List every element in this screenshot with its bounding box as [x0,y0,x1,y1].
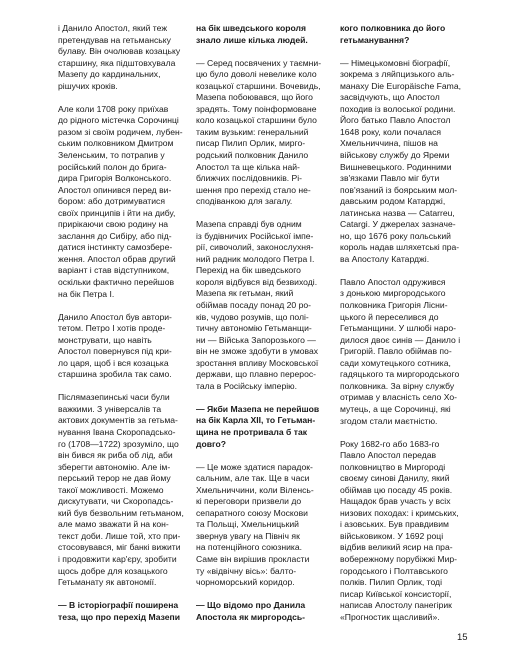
paragraph: — Серед посвячених у таємни- цю було доволі невелике коло козацької старшини. Вочевидь, Мазепа побоювався, що його зрадять. Тому поінформоване коло козацької старшини було таким вузьким: генеральний писар Пилип Орлик, мирго- родський полковник Данило Апостол та ще кілька най- ближчих послідовників. Рі- шення про перехід стало не- сподіванкою для загалу. [196,57,322,207]
interview-question: — Що відомо про Данила Апостола як миргородсь- [196,600,306,622]
interview-question: кого полковника до його гетьманування? [340,23,446,45]
interview-question: — Якби Мазепа не перейшов на бік Карла XII, то Гетьман- щина не протривала б так довго? [196,403,320,449]
interview-question: — В історіографії поширена теза, що про перехід Мазепи [58,600,181,622]
paragraph: Данило Апостол був автори- тетом. Петро І хотів проде- монструвати, що навіть Апостол повернувся під кри- ло царя, щоб і вся козацька старшина зробила так само. [58,311,172,380]
paragraph: — Німецькомовні біографії, зокрема з ляйпцизького аль- манаху Die Europäische Fama, засвідчують, що Апостол походив із волоської родини. Його батько Павло Апостол 1648 року, коли почалася Хмельниччина, пішов на військову службу до Яреми Вишневецького. Родинними зв'язками Павло міг бути пов'язаний із боярським мол- давським родом Катарджі, латинська назва — Catarreu, Catargi. У джерелах зазначе- но, що 1676 року польський король надав шляхетські пра- ва Апостолу Катарджі. [340,57,461,264]
page-number: 15 [457,632,468,643]
paragraph: і Данило Апостол, який теж претендував на гетьманську булаву. Він очолював козацьку старшину, яка підштовхувала Мазепу до кардинальних, рішучих кроків. [58,23,181,91]
paragraph: — Це може здатися парадок- сальним, але так. Ще в часи Хмельниччини, коли Віленсь- кі переговори призвели до сепаратного союзу Москови та Польщі, Хмельницький звернув увагу на Північ як на потенційного союзника. Саме він вирішив прокласти ту «відвічну вісь»: балто- чорноморський коридор. [196,461,314,588]
text-column-right [340,23,476,623]
paragraph: Мазепа справді був одним із будівничих Російської імпе- рії, сивочолий, законослухня- ний радник молодого Петра І. Перехід на бік шведського короля відбувся від безвиході. Мазепа як гетьман, який обіймав посаду понад 20 ро- ків, чудово розумів, що полі- тичну автономію Гетьманщи- ни — Війська Запорозького — він не зможе здобути в умовах зростання впливу Московської держави, що плавно перерос- тала в Російську імперію. [196,219,319,391]
paragraph: Року 1682-го або 1683-го Павло Апостол передав полковництво в Миргороді своєму синові Данилу, який обіймав цю посаду 45 років. Нащадок брав участь у всіх низових походах: і кримських, і азовських. Був правдивим військовиком. У 1692 році відбив великий ясир на пра- вобережному порубіжжі Мир- городського і Полтавського полків. Пилип Орлик, тоді писар Київської консисторії, написав Апостолу панегірик «Прогностик щасливий». [340,438,459,622]
paragraph: Павло Апостол одружився з донькою миргородського полковника Григорія Лісни- цького й переселився до Гетьманщини. У шлюбі наро- дилося двоє синів — Данило і Григорій. Павло обіймав по- сади хомутецького сотника, гадяцького та миргородського полковника. За вірну службу отримав у власність село Хо- мутець, а ще Сорочинці, які згодом стали маєтністю. [340,276,461,426]
paragraph: Післямазепинські часи були важкими. З універсалів та актових документів за гетьма- нування Івана Скоропадсько- го (1708—1722) зрозуміло, що він бився як риба об лід, аби зберегти автономію. Але ім- перський терор не дав йому такої можливості. Можемо дискутувати, чи Скоропадсь- кий був безвольним гетьманом, але мамо зважати й на кон- текст доби. Лише той, хто при- стосовувався, міг банкі вижити і продовжити кар'єру, зробити щось добре для козацького Гетьманату як автономії. [58,392,184,588]
paragraph: Але коли 1708 року приїхав до рідного містечка Сорочинці разом зі своїм родичем, лубен- ським полковником Дмитром Зеленським, то потрапив у російський полон до брига- дира Григорія Волконського. Апостол опинився перед ви- бором: або дотримуватися своїх принципів і йти на дибу, прирікаючи свою родину на заслання до Сибіру, або під- датися інстинкту самозбере- ження. Апостол обрав другий варіант і став відступником, оскільки фактично перейшов на бік Петра І. [58,103,183,299]
text-column-middle [196,23,332,623]
interview-question: на бік шведського короля знало лише кілька людей. [196,23,308,45]
text-column-left [58,23,194,623]
